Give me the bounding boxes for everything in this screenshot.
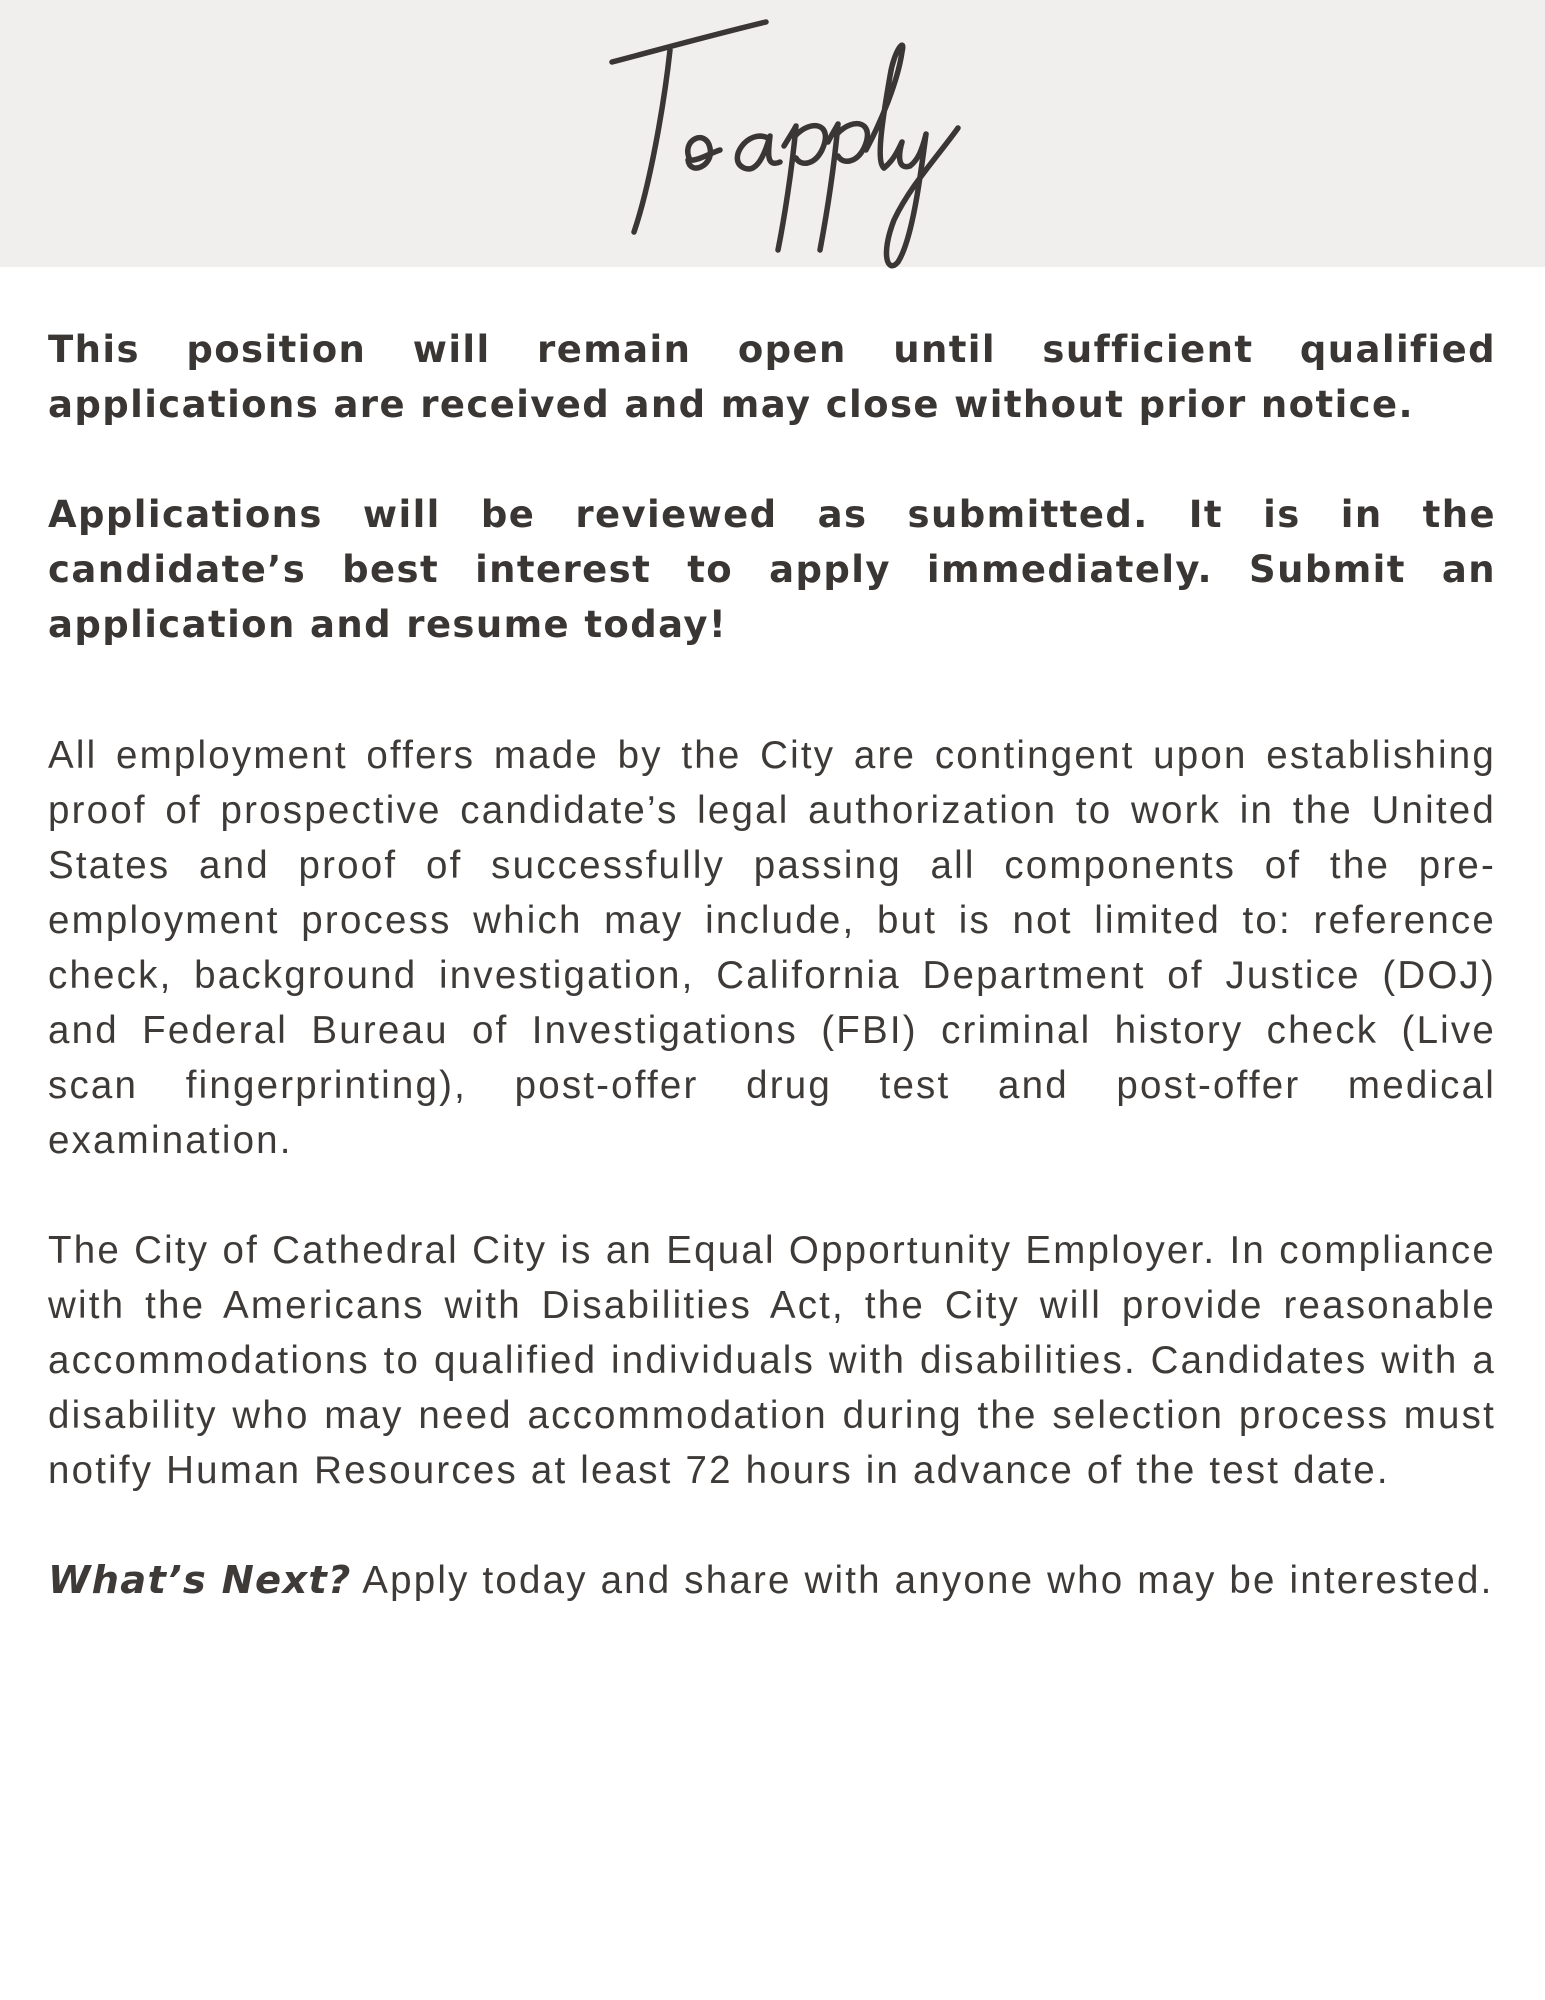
page-title (598, 10, 958, 272)
script-title-lettering (598, 10, 958, 272)
notice-review: Applications will be reviewed as submitted. It is in the candidate’s best interest to apply immediately. Submit an application and resume today! (48, 493, 1496, 646)
whats-next-text: Apply today and share with anyone who may be interested. (351, 1559, 1494, 1602)
whats-next-label: What’s Next? (48, 1558, 352, 1603)
whats-next-line (48, 1553, 1496, 1608)
employment-offers-paragraph: All employment offers made by the City are contingent upon establishing proof of prospective candidate’s legal authorization to work in the United States and proof of successfully passing all components of the pre-employment process which may include, but is not limited to: reference check, background investigation, California Department of Justice (DOJ) and Federal Bureau of Investigations (FBI) criminal history check (Live scan fingerprinting), post-offer drug test and post-offer medical examination. (48, 734, 1496, 1162)
equal-opportunity-paragraph: The City of Cathedral City is an Equal Opportunity Employer. In compliance with the Americans with Disabilities Act, the City will provide reasonable accommodations to qualified individuals with disabilities. Candidates with a disability who may need accommodation during the selection process must notify Human Resources at least 72 hours in advance of the test date. (48, 1229, 1496, 1492)
content (48, 322, 1496, 1608)
notice-open-until: This position will remain open until sufficient qualified applications are received and may close without prior notice. (48, 328, 1496, 426)
